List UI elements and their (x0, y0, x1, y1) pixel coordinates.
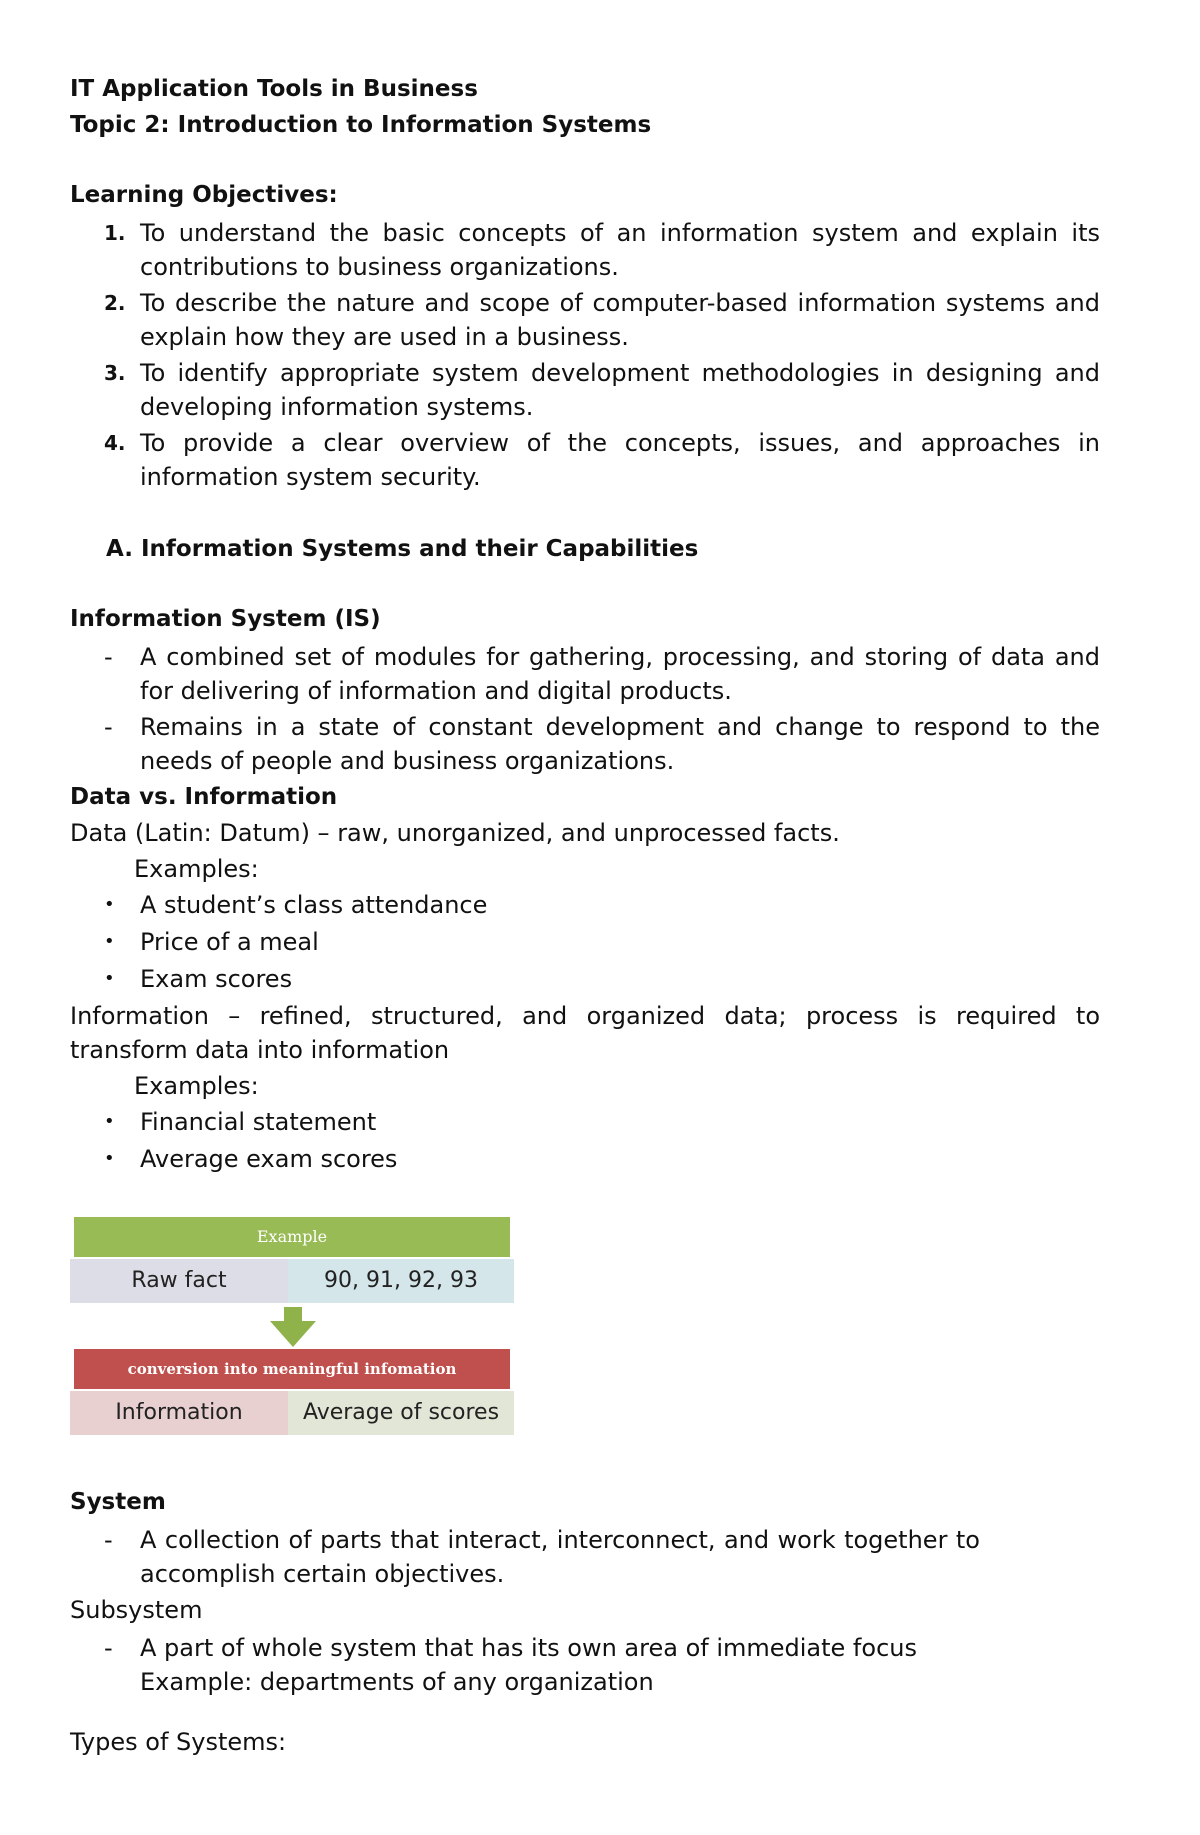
info-definition: Information – refined, structured, and organized data; process is required to transform data into information (70, 1002, 1100, 1064)
information-value: Average of scores (288, 1391, 514, 1435)
list-item: • Average exam scores (104, 1145, 398, 1173)
raw-fact-value: 90, 91, 92, 93 (288, 1259, 514, 1303)
list-item: • A student’s class attendance (104, 891, 488, 919)
information-label: Information (70, 1391, 288, 1435)
is-heading: Information System (IS) (70, 606, 381, 632)
data-examples-label: Examples: (134, 855, 259, 883)
info-examples-list (70, 1105, 1100, 1179)
info-examples-label: Examples: (134, 1072, 259, 1100)
data-to-information-diagram (70, 1217, 530, 1435)
down-arrow-stem (284, 1307, 302, 1321)
subsystem-label: Subsystem (70, 1596, 203, 1624)
system-list (70, 1523, 980, 1591)
section-a-heading: A. Information Systems and their Capabilities (106, 536, 699, 562)
system-section (70, 1485, 1100, 1759)
objective-item: 2. To describe the nature and scope of computer-based information systems and explain how they are used in a business. (104, 289, 1100, 351)
data-definition: Data (Latin: Datum) – raw, unorganized, and unprocessed facts. (70, 819, 840, 847)
raw-fact-label: Raw fact (70, 1259, 288, 1303)
document-page (70, 72, 1100, 1759)
list-item: • Exam scores (104, 965, 293, 993)
topic-title: Topic 2: Introduction to Information Systems (70, 112, 652, 138)
subsystem-list (70, 1631, 980, 1699)
is-list (70, 640, 1100, 778)
data-examples-list (70, 888, 1100, 999)
course-title: IT Application Tools in Business (70, 76, 478, 102)
down-arrow-icon (270, 1321, 316, 1347)
list-item: - A part of whole system that has its own area of immediate focus Example: departments of any organization (104, 1634, 917, 1696)
objective-item: 1. To understand the basic concepts of an information system and explain its contributions to business organizations. (104, 219, 1100, 281)
data-vs-info-heading: Data vs. Information (70, 784, 338, 810)
objectives-heading: Learning Objectives: (70, 182, 338, 208)
list-item: - A collection of parts that interact, interconnect, and work together to accomplish certain objectives. (104, 1526, 980, 1588)
example-banner: Example (74, 1217, 510, 1257)
objective-item: 3. To identify appropriate system development methodologies in designing and developing information systems. (104, 359, 1100, 421)
objective-item: 4. To provide a clear overview of the concepts, issues, and approaches in information system security. (104, 429, 1100, 491)
list-item: - Remains in a state of constant development and change to respond to the needs of people and business organizations. (104, 713, 1100, 775)
objectives-list (70, 216, 1100, 494)
list-item: • Financial statement (104, 1108, 377, 1136)
list-item: • Price of a meal (104, 928, 319, 956)
list-item: - A combined set of modules for gathering, processing, and storing of data and for delivering of information and digital products. (104, 643, 1100, 705)
system-heading: System (70, 1489, 166, 1515)
conversion-banner: conversion into meaningful infomation (74, 1349, 510, 1389)
types-of-systems-label: Types of Systems: (70, 1728, 287, 1756)
